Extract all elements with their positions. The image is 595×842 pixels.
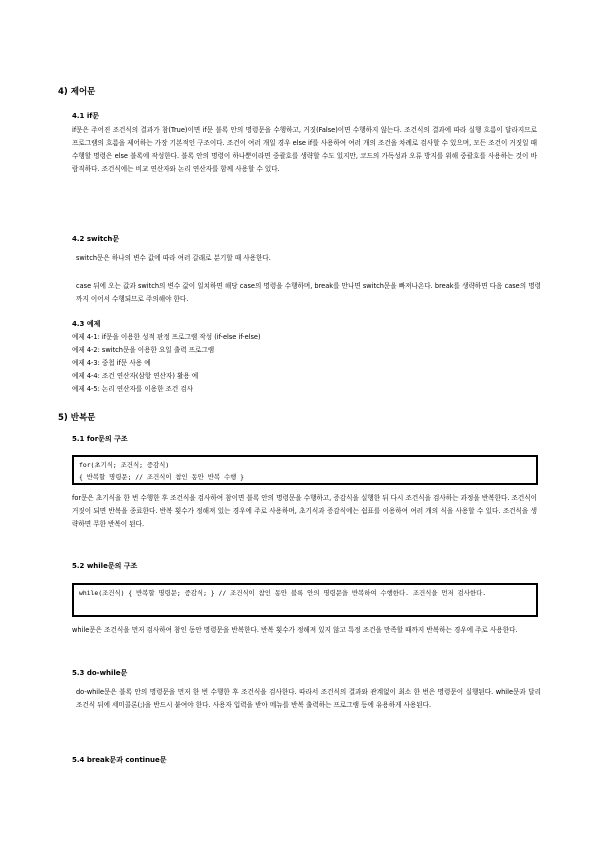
- section-heading-loop: 5) 반복문: [58, 413, 96, 423]
- paragraph-switch-intro: switch문은 하나의 변수 값에 따라 여러 갈래로 분기할 때 사용한다.: [76, 254, 271, 262]
- paragraph-while: while문은 조건식을 먼저 검사하여 참인 동안 명령문을 반복한다. 반복 횟수가 정해져 있지 않고 특정 조건을 만족할 때까지 반복하는 경우에 주로 사용한다.: [72, 626, 518, 634]
- subheading-do-while: 5.3 do-while문: [72, 669, 128, 677]
- code-box-while: [72, 583, 538, 617]
- subheading-for: 5.1 for문의 구조: [72, 435, 128, 443]
- paragraph-switch-detail: case 뒤에 오는 값과 switch의 변수 값이 일치하면 해당 case의 명령을 수행하며, break를 만나면 switch문을 빠져나온다. break를 생략하면 다음 case의 명령까지 이어서 수행되므로 주의해야 한다.: [76, 282, 541, 303]
- example-item: 예제 4-1: if문을 이용한 성적 판정 프로그램 작성 (if-else if-else): [72, 333, 261, 341]
- subheading-if: 4.1 if문: [72, 112, 100, 120]
- example-item: 예제 4-5: 논리 연산자를 이용한 조건 검사: [72, 385, 194, 393]
- example-item: 예제 4-2: switch문을 이용한 요일 출력 프로그램: [72, 346, 215, 354]
- section-heading-control: 4) 제어문: [58, 87, 96, 97]
- example-item: 예제 4-4: 조건 연산자(삼항 연산자) 활용 예: [72, 372, 199, 380]
- code-line: while(조건식) { 반복할 명령문; 증감식; } // 조건식이 참인 동안 블록 안의 명령문을 반복하여 수행한다. 조건식을 먼저 검사한다.: [79, 589, 487, 597]
- code-line: { 반복할 명령문; // 조건식이 참인 동안 반복 수행 }: [79, 473, 244, 481]
- subheading-examples: 4.3 예제: [72, 320, 101, 328]
- example-item: 예제 4-3: 중첩 if문 사용 예: [72, 359, 151, 367]
- subheading-switch: 4.2 switch문: [72, 235, 120, 243]
- paragraph-if: if문은 주어진 조건식의 결과가 참(True)이면 if문 블록 안의 명령문을 수행하고, 거짓(False)이면 수행하지 않는다. 조건식의 결과에 따라 실행 흐름이 달라지므로 프로그램의 흐름을 제어하는 가장 기본적인 구조이다. 조건이 여러 개일 경우 else if를 사용하여 여러 개의 조건을 차례로 검사할 수 있으며, 모든 조건이 거짓일 때 수행할 명령은 else 블록에 작성한다. 블록 안의 명령이 하나뿐이라면 중괄호를 생략할 수도 있지만, 코드의 가독성과 오류 방지를 위해 중괄호를 사용하는 것이 바람직하다. 조건식에는 비교 연산자와 논리 연산자를 함께 사용할 수 있다.: [72, 126, 537, 173]
- code-box-for: [72, 455, 538, 485]
- paragraph-do-while: do-while문은 블록 안의 명령문을 먼저 한 번 수행한 후 조건식을 검사한다. 따라서 조건식의 결과와 관계없이 최소 한 번은 명령문이 실행된다. while문과 달리 조건식 뒤에 세미콜론(;)을 반드시 붙여야 한다. 사용자 입력을 받아 메뉴를 반복 출력하는 프로그램 등에 유용하게 사용된다.: [76, 688, 541, 709]
- subheading-break-continue: 5.4 break문과 continue문: [72, 756, 167, 764]
- code-line: for(초기식; 조건식; 증감식): [79, 461, 170, 469]
- paragraph-for: for문은 초기식을 한 번 수행한 후 조건식을 검사하여 참이면 블록 안의 명령문을 수행하고, 증감식을 실행한 뒤 다시 조건식을 검사하는 과정을 반복한다. 조건식이 거짓이 되면 반복을 종료한다. 반복 횟수가 정해져 있는 경우에 주로 사용하며, 초기식과 증감식에는 쉼표를 이용하여 여러 개의 식을 사용할 수 있다. 조건식을 생략하면 무한 반복이 된다.: [72, 494, 537, 528]
- subheading-while: 5.2 while문의 구조: [72, 562, 138, 570]
